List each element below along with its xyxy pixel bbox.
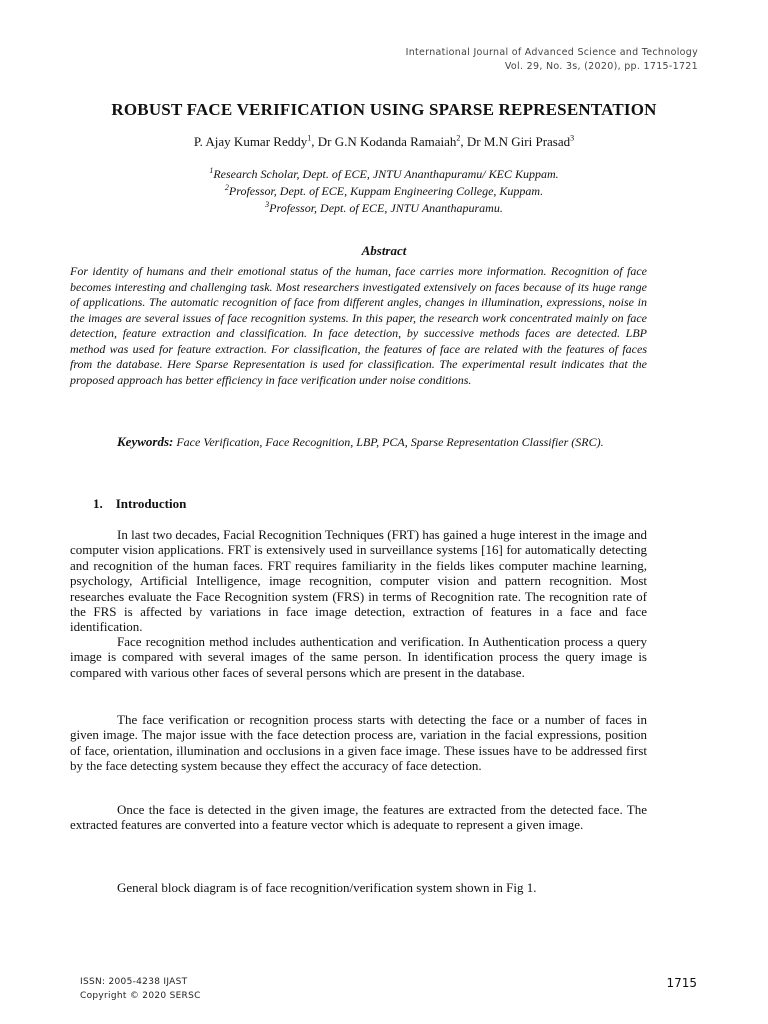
keywords-text: Face Verification, Face Recognition, LBP, PCA, Sparse Representation Classifier (SRC). (176, 435, 604, 449)
author-name: Dr M.N Giri Prasad (466, 134, 571, 149)
keywords (70, 434, 647, 450)
body-paragraph: Face recognition method includes authentication and verification. In Authentication process a query image is compared with several images of the same person. In identification process the query image is compared with various other faces of several persons which are present in the database. (70, 634, 647, 680)
author-name: P. Ajay Kumar Reddy (193, 134, 308, 149)
body-paragraph: General block diagram is of face recognition/verification system shown in Fig 1. (117, 880, 537, 895)
body-paragraph: The face verification or recognition process starts with detecting the face or a number of faces in given image. The major issue with the face detection process are, variation in the facial expressions, position of face, orientation, illumination and occlusions in a given face image. These issues have to be addressed first by the face detecting system because they effect the accuracy of face detection. (70, 712, 647, 774)
abstract-heading: Abstract (361, 243, 407, 258)
author-sup: 1 (307, 133, 312, 143)
affiliation-sup: 3 (265, 200, 270, 209)
affiliation (0, 166, 768, 183)
affiliation-text: Professor, Dept. of ECE, JNTU Ananthapuramu. (269, 201, 503, 215)
journal-volume: Vol. 29, No. 3s, (2020), pp. 1715-1721 (504, 61, 698, 72)
author-name: Dr G.N Kodanda Ramaiah (317, 134, 457, 149)
issn: ISSN: 2005-4238 IJAST (80, 977, 188, 987)
affiliation (0, 183, 768, 200)
body-paragraph: Once the face is detected in the given image, the features are extracted from the detected face. The extracted features are converted into a feature vector which is adequate to represent a given image. (70, 802, 647, 833)
section-title: Introduction (115, 496, 187, 511)
running-header (406, 46, 698, 74)
affiliation-sup: 2 (224, 183, 229, 192)
keywords-label: Keywords: (117, 434, 174, 449)
journal-name: International Journal of Advanced Science and Technology (405, 47, 698, 58)
affiliation (0, 200, 768, 217)
paper-title: ROBUST FACE VERIFICATION USING SPARSE REPRESENTATION (111, 100, 657, 119)
section-number: 1. (93, 496, 103, 511)
author-sep: , (460, 134, 467, 149)
author-sup: 2 (456, 133, 461, 143)
author-list (0, 134, 768, 150)
copyright: Copyright © 2020 SERSC (80, 991, 201, 1001)
affiliations (0, 166, 768, 217)
page-number: 1715 (666, 976, 697, 990)
affiliation-text: Research Scholar, Dept. of ECE, JNTU Ananthapuramu/ KEC Kuppam. (213, 167, 559, 181)
footer (80, 975, 201, 1003)
affiliation-sup: 1 (209, 166, 214, 175)
section-heading (93, 496, 186, 512)
affiliation-text: Professor, Dept. of ECE, Kuppam Engineering College, Kuppam. (228, 184, 544, 198)
author-sup: 3 (570, 133, 575, 143)
body-paragraph: In last two decades, Facial Recognition Techniques (FRT) has gained a huge interest in the image and computer vision applications. FRT is extensively used in surveillance systems [16] for automatically detecting and recognition of the human faces. FRT requires familiarity in the fields likes computer machine learning, psychology, Artificial Intelligence, image recognition, computer vision and pattern recognition. Most researches evaluate the Face Recognition system (FRS) in terms of Recognition rate. The recognition rate of the FRS is affected by variations in face image detection, extraction of features in a face and face identification. (70, 527, 647, 635)
author-sep: , (311, 134, 318, 149)
abstract-text: For identity of humans and their emotional status of the human, face carries more information. Recognition of face becomes interesting and challenging task. Most researchers investigated extensively on faces because of its huge range of applications. The automatic recognition of face from different angles, changes in illumination, expressions, noise in the images are several issues of face recognition systems. In this paper, the research work concentrated mainly on face detection, feature extraction and classification. In face detection, by successive methods faces are detected. LBP method was used for feature extraction. For classification, the features of face are related with the features of faces from the database. Here Sparse Representation is used for classification. The experimental result indicates that the proposed approach has better efficiency in face verification under noise conditions. (70, 264, 647, 387)
